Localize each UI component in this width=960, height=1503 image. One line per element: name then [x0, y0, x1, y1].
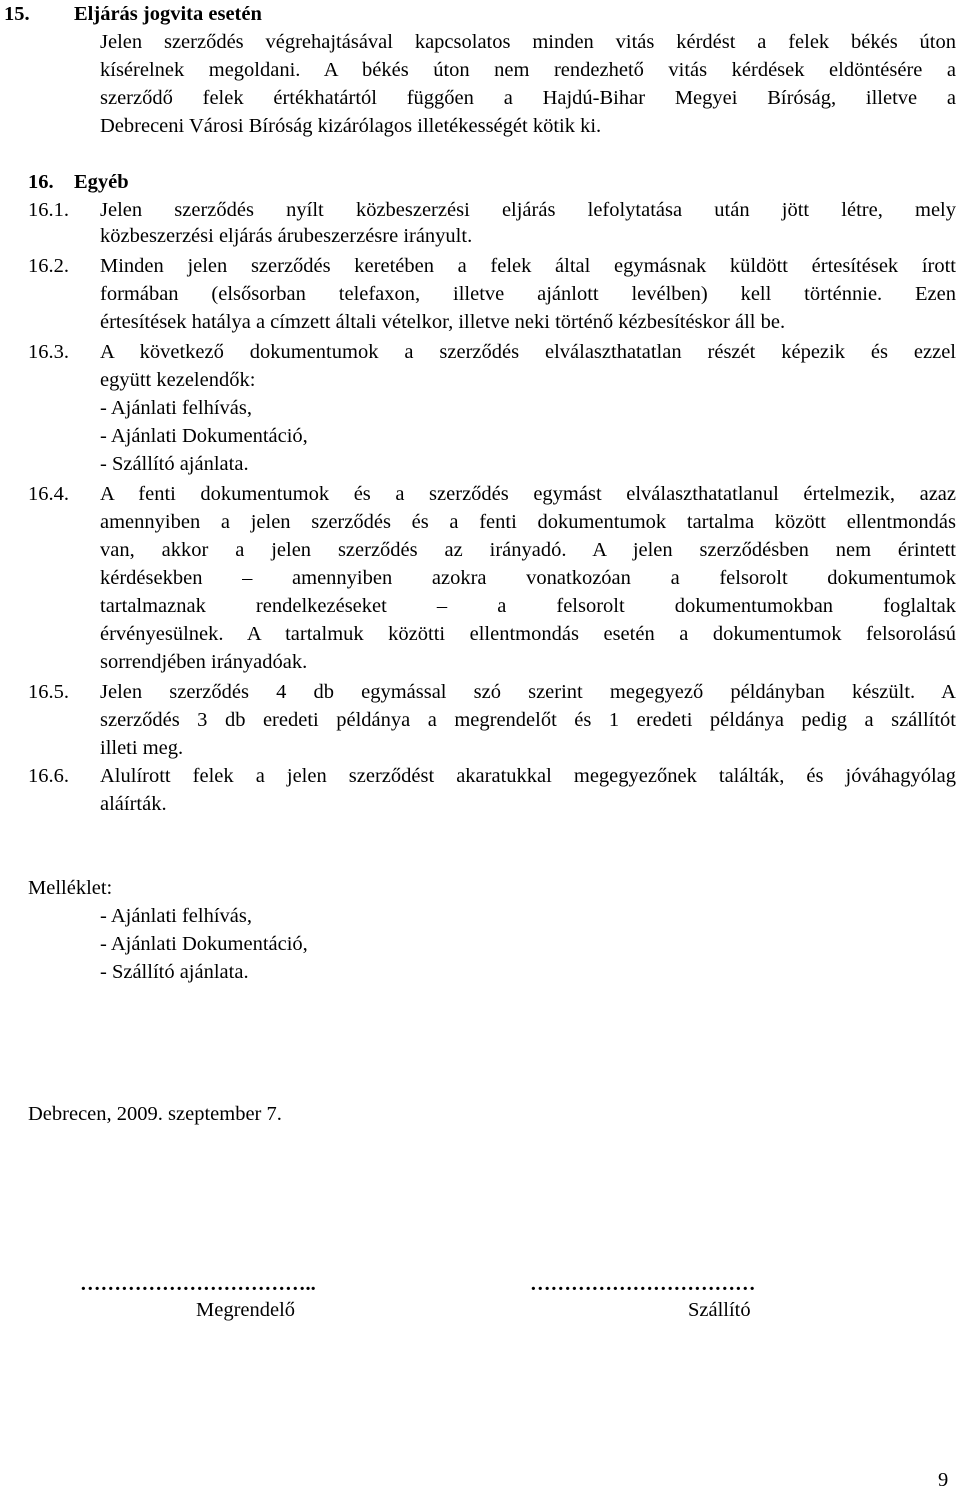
section-15-number: 15.	[4, 3, 30, 25]
item-16-2-line-2: formában (elsősorban telefaxon, illetve ajánlott levélben) kell történnie. Ezen	[100, 283, 956, 305]
item-16-4-line-3: van, akkor a jelen szerződés az irányadó. A jelen szerződésben nem érintett	[100, 539, 956, 561]
item-16-4-line-4: kérdésekben – amennyiben azokra vonatkozóan a felsorolt dokumentumok	[100, 567, 956, 589]
item-16-3-line-1: A következő dokumentumok a szerződés elválaszthatatlan részét képezik és ezzel	[100, 341, 956, 363]
item-16-4-number: 16.4.	[28, 483, 69, 505]
item-16-5-line-2: szerződés 3 db eredeti példánya a megrendelőt és 1 eredeti példánya pedig a szállítót	[100, 709, 956, 731]
section-15-line-1: Jelen szerződés végrehajtásával kapcsolatos minden vitás kérdést a felek békés úton	[100, 31, 956, 53]
section-15-line-4: Debreceni Városi Bíróság kizárólagos illetékességét kötik ki.	[100, 115, 602, 137]
item-16-4-line-6: érvényesülnek. A tartalmuk közötti ellentmondás esetén a dokumentumok felsorolású	[100, 623, 956, 645]
item-16-5-line-1: Jelen szerződés 4 db egymással szó szerint megegyező példányban készült. A	[100, 681, 956, 703]
signature-line-right: ……………………………	[530, 1273, 756, 1295]
item-16-2-line-1: Minden jelen szerződés keretében a felek által egymásnak küldött értesítések írott	[100, 255, 956, 277]
item-16-1-line-1: Jelen szerződés nyílt közbeszerzési eljárás lefolytatása után jött létre, mely	[100, 199, 956, 221]
signature-label-left: Megrendelő	[196, 1299, 296, 1321]
item-16-6-number: 16.6.	[28, 765, 69, 787]
item-16-5-line-3: illeti meg.	[100, 737, 184, 759]
item-16-4-line-5: tartalmaznak rendelkezéseket – a felsorolt dokumentumokban foglaltak	[100, 595, 956, 617]
item-16-6-line-1: Alulírott felek a jelen szerződést akaratukkal megegyezőnek találták, és jóváhagyólag	[100, 765, 956, 787]
attachment-item-3: - Szállító ajánlata.	[100, 961, 249, 983]
item-16-6-line-2: aláírták.	[100, 793, 167, 815]
item-16-4-line-2: amennyiben a jelen szerződés és a fenti dokumentumok tartalma között ellentmondás	[100, 511, 956, 533]
attachment-item-2: - Ajánlati Dokumentáció,	[100, 933, 308, 955]
signature-line-left: ……………………………..	[80, 1273, 316, 1295]
section-16-number: 16.	[28, 171, 54, 193]
section-15-line-2: kísérelnek megoldani. A békés úton nem rendezhető vitás kérdések eldöntésére a	[100, 59, 956, 81]
section-16-heading	[28, 168, 129, 197]
place-date: Debrecen, 2009. szeptember 7.	[28, 1103, 282, 1125]
section-15-line-3: szerződő felek értékhatártól függően a Hajdú-Bihar Megyei Bíróság, illetve a	[100, 87, 956, 109]
item-16-3-list-item-3: - Szállító ajánlata.	[100, 453, 249, 475]
item-16-3-list-item-2: - Ajánlati Dokumentáció,	[100, 425, 308, 447]
attachment-item-1: - Ajánlati felhívás,	[100, 905, 252, 927]
signature-label-right: Szállító	[688, 1299, 751, 1321]
attachments-label: Melléklet:	[28, 877, 113, 899]
page-number: 9	[938, 1469, 949, 1491]
item-16-3-number: 16.3.	[28, 341, 69, 363]
item-16-1-number: 16.1.	[28, 199, 69, 221]
item-16-4-line-7: sorrendjében irányadóak.	[100, 651, 308, 673]
item-16-1-line-2: közbeszerzési eljárás árubeszerzésre irányult.	[100, 225, 473, 247]
item-16-3-list-item-1: - Ajánlati felhívás,	[100, 397, 252, 419]
item-16-3-line-2: együtt kezelendők:	[100, 369, 256, 391]
section-15-heading	[4, 0, 262, 29]
section-16-title: Egyéb	[74, 171, 129, 193]
section-15-title: Eljárás jogvita esetén	[74, 3, 262, 25]
item-16-2-number: 16.2.	[28, 255, 69, 277]
item-16-4-line-1: A fenti dokumentumok és a szerződés egymást elválaszthatatlanul értelmezik, azaz	[100, 483, 956, 505]
item-16-5-number: 16.5.	[28, 681, 69, 703]
item-16-2-line-3: értesítések hatálya a címzett általi vételkor, illetve neki történő kézbesítéskor áll be.	[100, 311, 786, 333]
